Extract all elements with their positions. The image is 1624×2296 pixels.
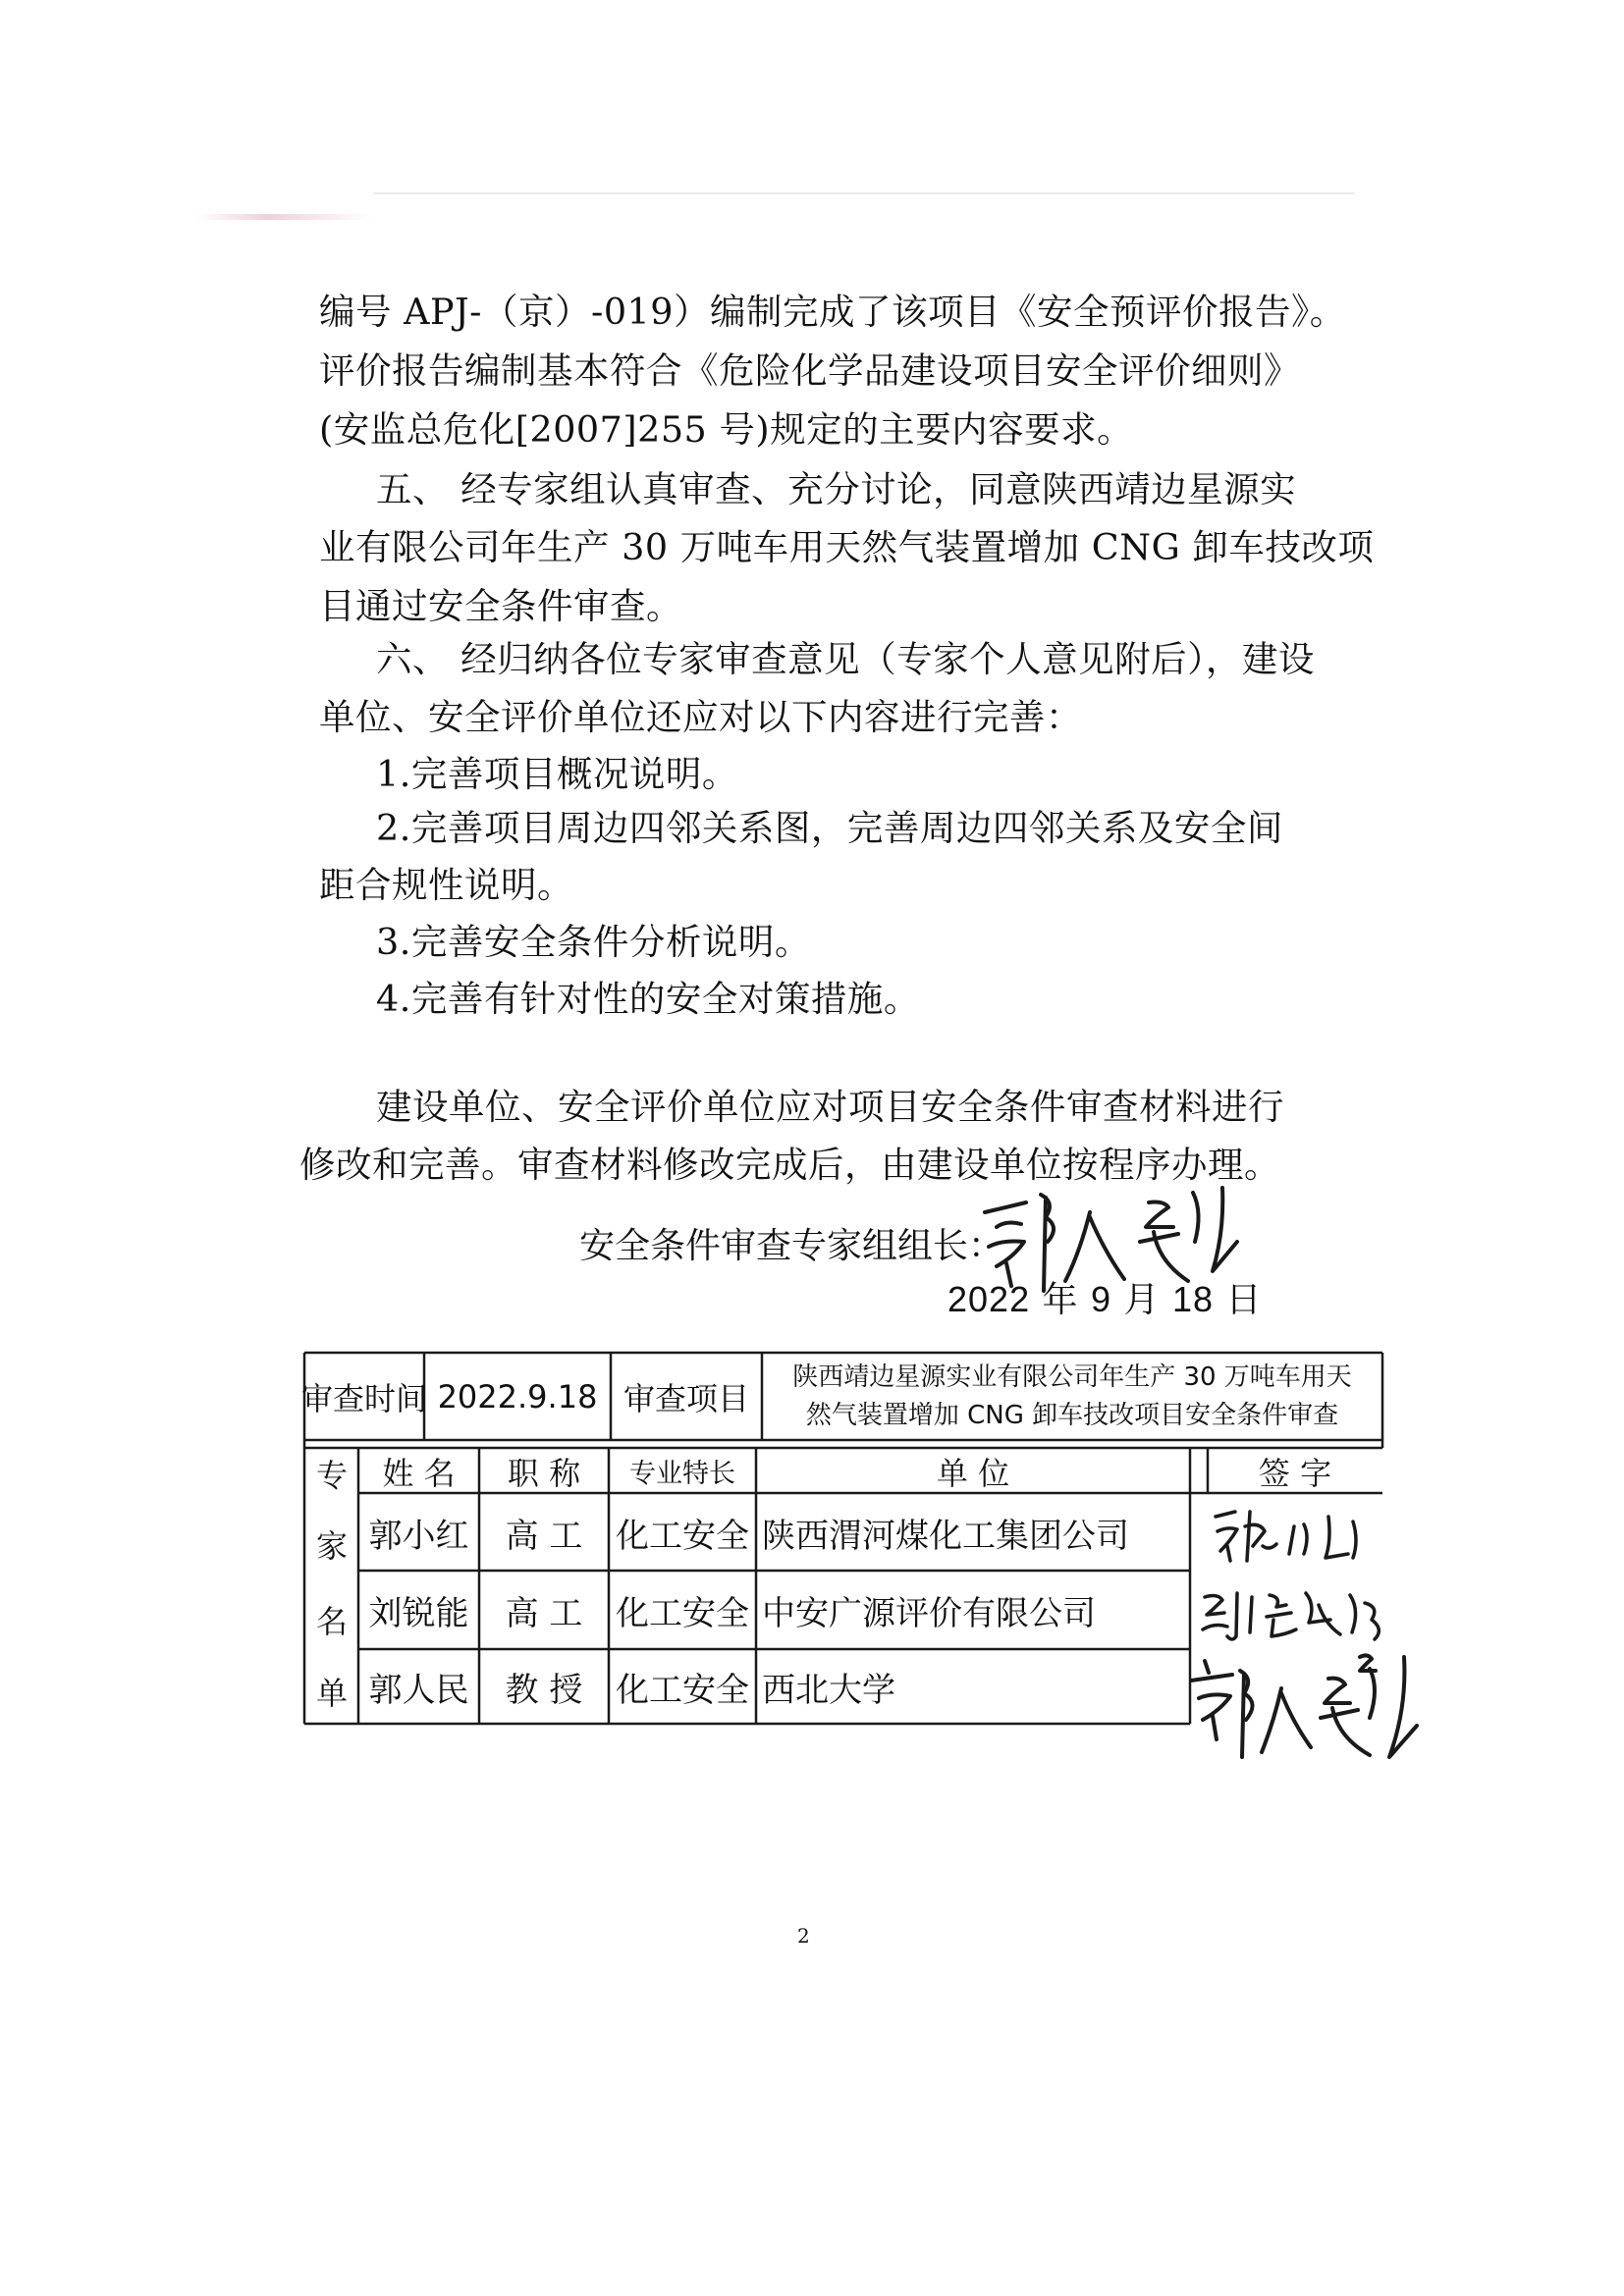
review-time-label: 审查时间 xyxy=(301,1380,428,1417)
expert-2-title: 高 工 xyxy=(505,1594,583,1633)
body-line-3: (安监总危化[2007]255 号)规定的主要内容要求。 xyxy=(319,408,1134,451)
header-title: 职 称 xyxy=(507,1454,581,1492)
list-item-3: 3.完善安全条件分析说明。 xyxy=(376,921,811,963)
header-unit: 单 位 xyxy=(936,1454,1010,1492)
side-label-char-1: 专 xyxy=(315,1457,348,1494)
expert-2-handwritten-signature xyxy=(1193,1575,1399,1654)
date-month: 9 xyxy=(1091,1279,1112,1319)
expert-2-unit: 中安广源评价有限公司 xyxy=(762,1594,1096,1633)
body-line-8: 单位、安全评价单位还应对以下内容进行完善： xyxy=(319,696,1082,738)
review-project-value-line2: 然气装置增加 CNG 卸车技改项目安全条件审查 xyxy=(805,1401,1339,1430)
expert-1-specialty: 化工安全 xyxy=(616,1516,749,1556)
side-label-char-4: 单 xyxy=(315,1674,348,1712)
side-label-char-2: 家 xyxy=(315,1527,348,1565)
expert-3-title: 教 授 xyxy=(505,1671,583,1710)
expert-1-handwritten-signature xyxy=(1206,1497,1392,1571)
body-line-1: 编号 APJ-（京）-019）编制完成了该项目《安全预评价报告》。 xyxy=(319,291,1346,333)
header-name: 姓 名 xyxy=(382,1454,456,1492)
body-line-4: 五、 经专家组认真审查、充分讨论，同意陕西靖边星源实 xyxy=(376,468,1297,510)
list-item-2: 2.完善项目周边四邻关系图，完善周边四邻关系及安全间 xyxy=(376,807,1283,849)
expert-1-unit: 陕西渭河煤化工集团公司 xyxy=(762,1516,1129,1556)
list-item-2-cont: 距合规性说明。 xyxy=(319,864,573,906)
date-month-unit: 月 xyxy=(1123,1280,1161,1320)
review-project-value-line1: 陕西靖边星源实业有限公司年生产 30 万吨车用天 xyxy=(792,1362,1352,1392)
review-project-label: 审查项目 xyxy=(623,1380,749,1417)
list-item-1: 1.完善项目概况说明。 xyxy=(376,753,738,795)
expert-1-title: 高 工 xyxy=(505,1516,583,1556)
date-day: 18 xyxy=(1171,1279,1215,1319)
list-item-4: 4.完善有针对性的安全对策措施。 xyxy=(376,978,920,1020)
closing-line-1: 建设单位、安全评价单位应对项目安全条件审查材料进行 xyxy=(376,1086,1284,1128)
expert-3-specialty: 化工安全 xyxy=(616,1671,749,1710)
leader-signature-label: 安全条件审查专家组组长： xyxy=(579,1226,1004,1266)
side-label-char-3: 名 xyxy=(315,1603,348,1640)
review-time-value: 2022.9.18 xyxy=(437,1378,598,1415)
date-year-unit: 年 xyxy=(1042,1280,1079,1320)
review-project-value xyxy=(764,1355,1380,1443)
expert-3-name: 郭人民 xyxy=(368,1671,469,1710)
body-line-2: 评价报告编制基本符合《危险化学品建设项目安全评价细则》 xyxy=(319,349,1300,392)
page-number: 2 xyxy=(797,1924,810,1948)
header-specialty: 专业特长 xyxy=(629,1459,735,1489)
body-line-7: 六、 经归纳各位专家审查意见（专家个人意见附后），建设 xyxy=(376,638,1315,680)
body-line-5: 业有限公司年生产 30 万吨车用天然气装置增加 CNG 卸车技改项 xyxy=(319,526,1375,568)
expert-2-name: 刘锐能 xyxy=(368,1594,469,1633)
expert-2-specialty: 化工安全 xyxy=(616,1594,749,1633)
expert-3-unit: 西北大学 xyxy=(762,1671,895,1710)
date-day-unit: 日 xyxy=(1225,1280,1263,1320)
closing-line-2: 修改和完善。审查材料修改完成后，由建设单位按程序办理。 xyxy=(299,1144,1280,1186)
date-year: 2022 xyxy=(947,1279,1031,1319)
expert-3-handwritten-signature xyxy=(1183,1649,1434,1777)
expert-1-name: 郭小红 xyxy=(368,1516,469,1556)
header-signature: 签 字 xyxy=(1258,1454,1332,1492)
body-line-6: 目通过安全条件审查。 xyxy=(319,585,682,627)
